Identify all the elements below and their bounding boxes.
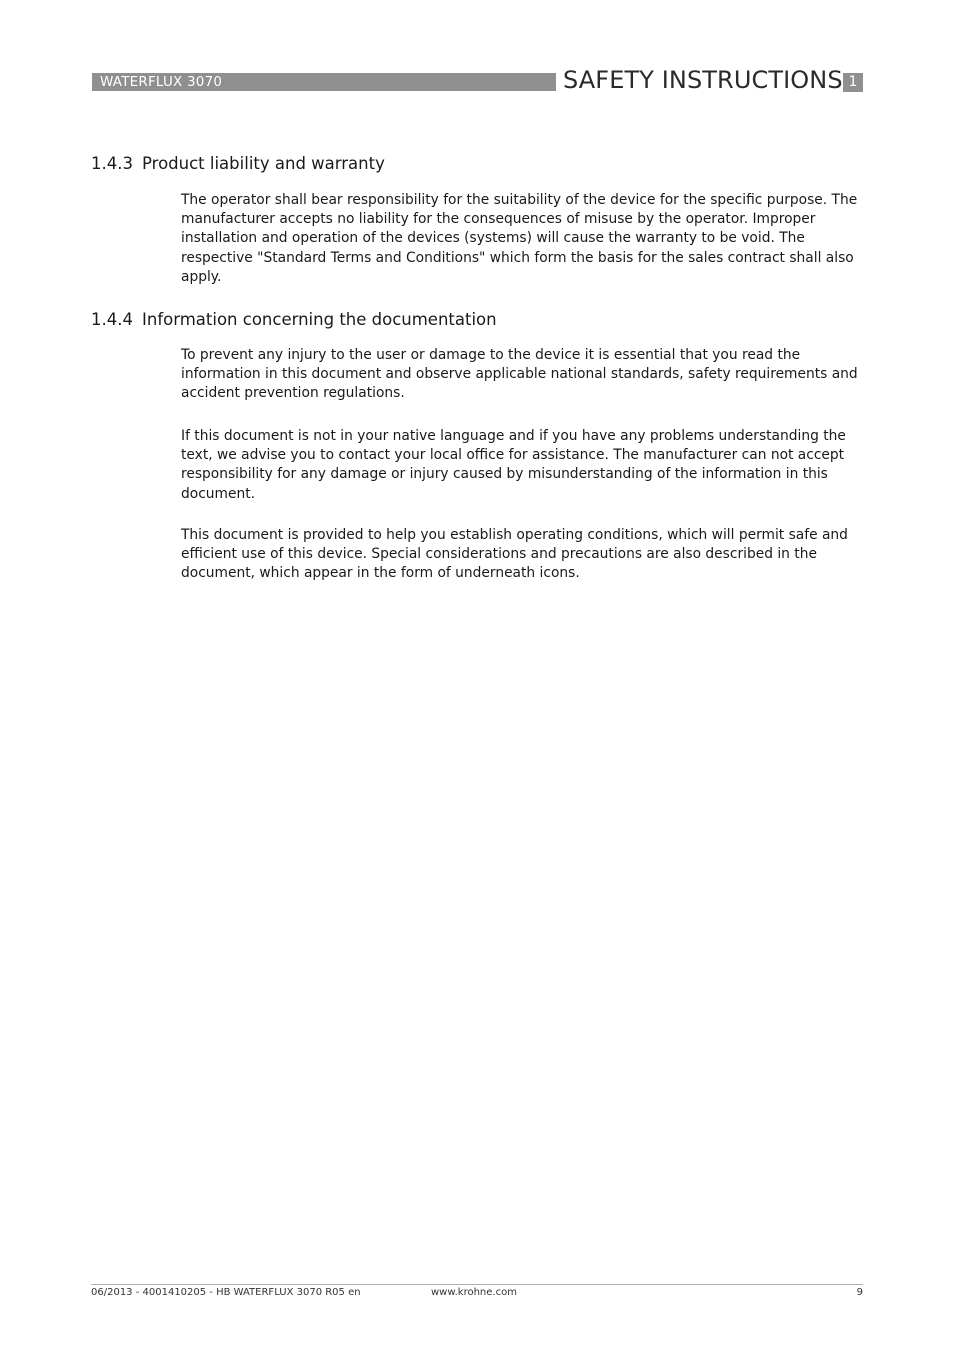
chapter-number-badge: 1 (843, 73, 863, 92)
footer-document-reference: 06/2013 - 4001410205 - HB WATERFLUX 3070 R05 en (91, 1287, 361, 1298)
section-heading-documentation-info (91, 309, 497, 331)
footer-page-number: 9 (856, 1287, 863, 1298)
section-title: Information concerning the documentation (142, 310, 497, 329)
header-product-bar (92, 73, 556, 91)
paragraph: If this document is not in your native language and if you have any problems understanding the text, we advise you to contact your local office for assistance. The manufacturer can not accept responsibility for any damage or injury caused by misunderstanding of the information in this document. (181, 428, 846, 502)
paragraph: To prevent any injury to the user or damage to the device it is essential that you read the information in this document and observe applicable national standards, safety requirements and accident prevention regulations. (181, 347, 858, 402)
section-number: 1.4.3 (91, 154, 133, 173)
footer-divider (91, 1284, 863, 1285)
section-number: 1.4.4 (91, 310, 133, 329)
paragraph: The operator shall bear responsibility for the suitability of the device for the specific purpose. The manufacturer accepts no liability for the consequences of misuse by the operator. Improper installation and operation of the devices (systems) will cause the warranty to be void. The respective "Standard Terms and Conditions" which form the basis for the sales contract shall also apply. (181, 192, 858, 285)
section-heading-product-liability (91, 153, 385, 175)
footer-website-link[interactable]: www.krohne.com (431, 1287, 517, 1298)
chapter-title: SAFETY INSTRUCTIONS (563, 66, 843, 94)
paragraph: This document is provided to help you establish operating conditions, which will permit safe and efficient use of this device. Special considerations and precautions are also described in the document, which appear in the form of underneath icons. (181, 527, 848, 582)
section-title: Product liability and warranty (142, 154, 385, 173)
header-product-name: WATERFLUX 3070 (100, 74, 223, 90)
